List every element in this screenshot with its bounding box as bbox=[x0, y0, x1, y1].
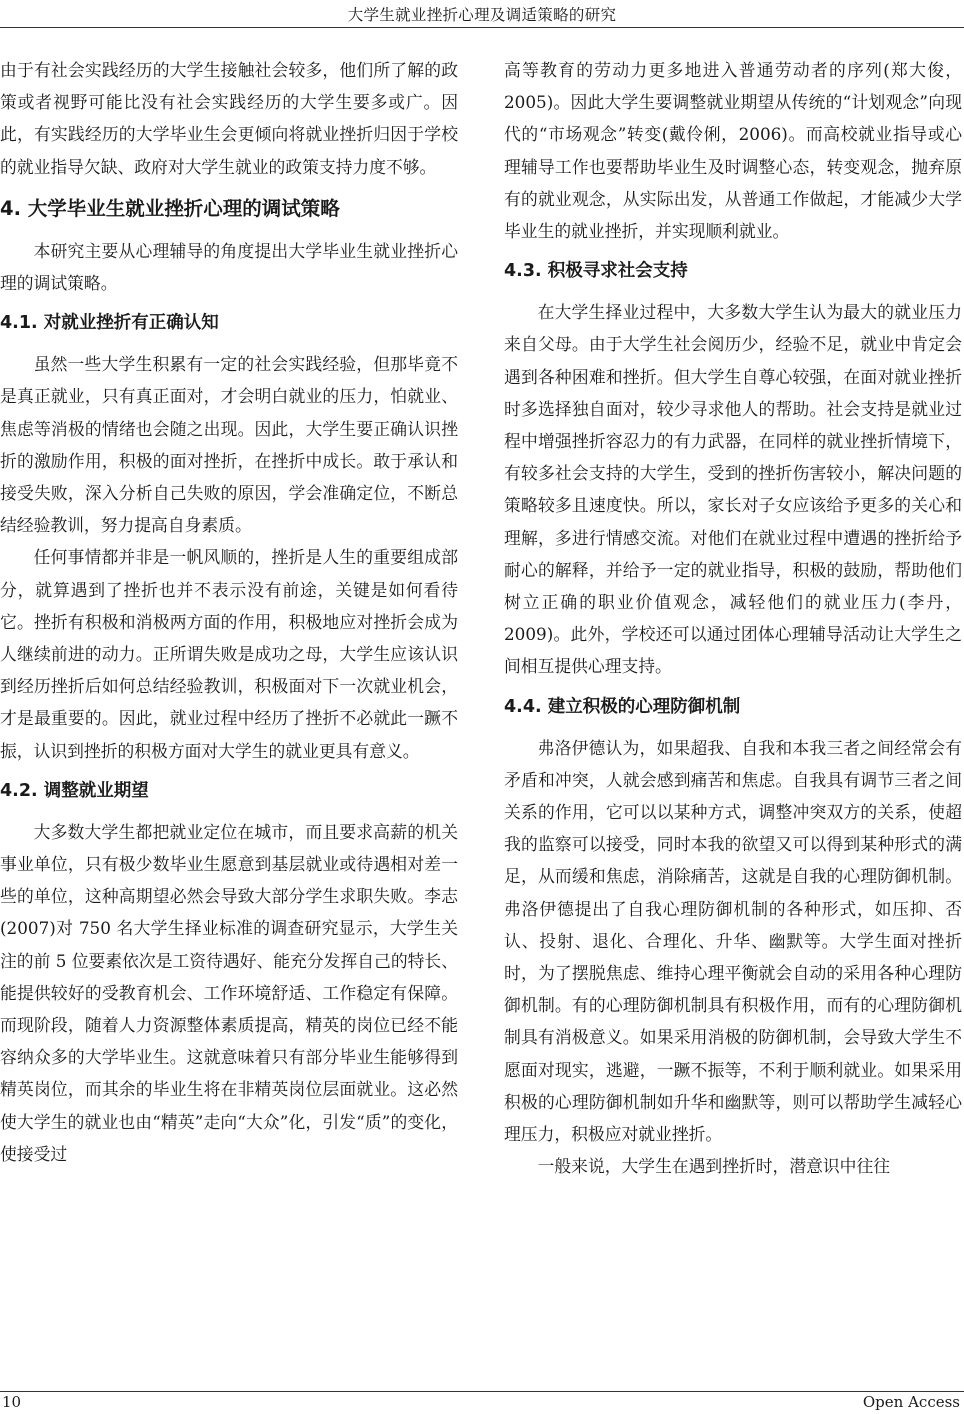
journal-footer: Open Access bbox=[862, 1393, 960, 1411]
subsection-heading: 4.1. 对就业挫折有正确认知 bbox=[0, 313, 219, 334]
body-paragraph: 一般来说，大学生在遇到挫折时，潜意识中往往 bbox=[537, 1156, 891, 1177]
section-heading: 4. 大学毕业生就业挫折心理的调试策略 bbox=[0, 196, 340, 220]
footer-rule bbox=[0, 1391, 964, 1392]
running-header: 大学生就业挫折心理及调适策略的研究 bbox=[347, 6, 617, 24]
subsection-heading: 4.3. 积极寻求社会支持 bbox=[504, 261, 688, 282]
body-paragraph: 高等教育的劳动力更多地进入普通劳动者的序列(郑大俊，2005)。因此大学生要调整就业期望从传统的“计划观念”向现代的“市场观念”转变(戴伶俐，2006)。而高校就业指导或心理辅导工作也要帮助毕业生及时调整心态，转变观念，抛弃原有的就业观念，从实际出发，从普通工作做起，才能减少大学毕业生的就业挫折，并实现顺利就业。 bbox=[504, 60, 962, 242]
body-paragraph: 任何事情都并非是一帆风顺的，挫折是人生的重要组成部分，就算遇到了挫折也并不表示没有前途，关键是如何看待它。挫折有积极和消极两方面的作用，积极地应对挫折会成为人继续前进的动力。正所谓失败是成功之母，大学生应该认识到经历挫折后如何总结经验教训，积极面对下一次就业机会，才是最重要的。因此，就业过程中经历了挫折不必就此一蹶不振，认识到挫折的积极方面对大学生的就业更具有意义。 bbox=[0, 547, 458, 761]
page-number: 10 bbox=[2, 1393, 22, 1411]
subsection-heading: 4.2. 调整就业期望 bbox=[0, 780, 149, 801]
body-paragraph: 在大学生择业过程中，大多数大学生认为最大的就业压力来自父母。由于大学生社会阅历少，经验不足，就业中肯定会遇到各种困难和挫折。但大学生自尊心较强，在面对就业挫折时多选择独自面对，较少寻求他人的帮助。社会支持是就业过程中增强挫折容忍力的有力武器，在同样的就业挫折情境下，有较多社会支持的大学生，受到的挫折伤害较小，解决问题的策略较多且速度快。所以，家长对子女应该给予更多的关心和理解，多进行情感交流。对他们在就业过程中遭遇的挫折给予耐心的解释，并给予一定的就业指导，积极的鼓励，帮助他们树立正确的职业价值观念，减轻他们的就业压力(李丹，2009)。此外，学校还可以通过团体心理辅导活动让大学生之间相互提供心理支持。 bbox=[504, 302, 962, 677]
body-paragraph: 弗洛伊德认为，如果超我、自我和本我三者之间经常会有矛盾和冲突，人就会感到痛苦和焦虑。自我具有调节三者之间关系的作用，它可以以某种方式，调整冲突双方的关系，使超我的监察可以接受，同时本我的欲望又可以得到某种形式的满足，从而缓和焦虑，消除痛苦，这就是自我的心理防御机制。弗洛伊德提出了自我心理防御机制的各种形式，如压抑、否认、投射、退化、合理化、升华、幽默等。大学生面对挫折时，为了摆脱焦虑、维持心理平衡就会自动的采用各种心理防御机制。有的心理防御机制具有积极作用，而有的心理防御机制具有消极意义。如果采用消极的防御机制，会导致大学生不愿面对现实，逃避，一蹶不振等，不利于顺利就业。如果采用积极的心理防御机制如升华和幽默等，则可以帮助学生减轻心理压力，积极应对就业挫折。 bbox=[504, 737, 962, 1145]
body-paragraph: 本研究主要从心理辅导的角度提出大学毕业生就业挫折心理的调试策略。 bbox=[0, 240, 458, 294]
left-column bbox=[0, 54, 458, 1170]
subsection-heading: 4.4. 建立积极的心理防御机制 bbox=[504, 696, 741, 717]
right-column bbox=[504, 54, 962, 1183]
header-rule bbox=[0, 27, 964, 28]
body-paragraph: 由于有社会实践经历的大学生接触社会较多，他们所了解的政策或者视野可能比没有社会实践经历的大学生要多或广。因此，有实践经历的大学毕业生会更倾向将就业挫折归因于学校的就业指导欠缺、政府对大学生就业的政策支持力度不够。 bbox=[0, 60, 458, 177]
body-paragraph: 大多数大学生都把就业定位在城市，而且要求高薪的机关事业单位，只有极少数毕业生愿意到基层就业或待遇相对差一些的单位，这种高期望必然会导致大部分学生求职失败。李志(2007)对 750 名大学生择业标准的调查研究显示，大学生关注的前 5 位要素依次是工资待遇好、能充分发挥自己的特长、能提供较好的受教育机会、工作环境舒适、工作稳定有保障。而现阶段，随着人力资源整体素质提高，精英的岗位已经不能容纳众多的大学毕业生。这就意味着只有部分毕业生能够得到精英岗位，而其余的毕业生将在非精英岗位层面就业。这必然使大学生的就业也由“精英”走向“大众”化，引发“质”的变化，使接受过 bbox=[0, 821, 458, 1164]
body-paragraph: 虽然一些大学生积累有一定的社会实践经验，但那毕竟不是真正就业，只有真正面对，才会明白就业的压力，怕就业、焦虑等消极的情绪也会随之出现。因此，大学生要正确认识挫折的激励作用，积极的面对挫折，在挫折中成长。敢于承认和接受失败，深入分析自己失败的原因，学会准确定位，不断总结经验教训，努力提高自身素质。 bbox=[0, 354, 458, 536]
